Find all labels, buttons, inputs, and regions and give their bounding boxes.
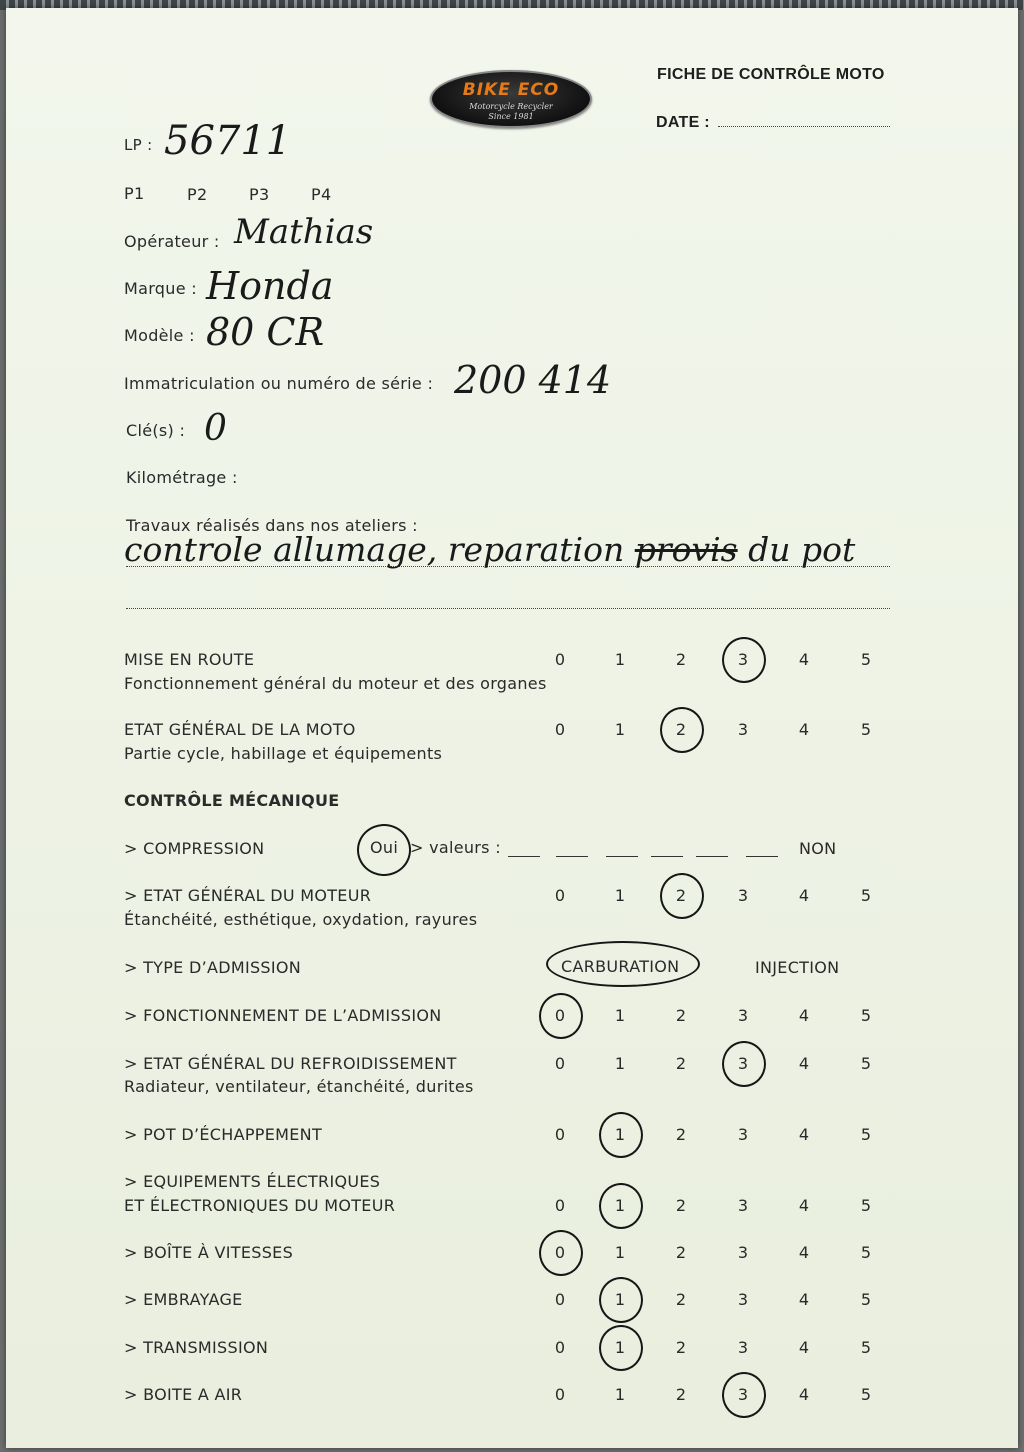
rating-general-1-option-4[interactable]: 4 bbox=[798, 720, 810, 739]
admission-type-label: > TYPE D’ADMISSION bbox=[124, 958, 302, 977]
keys-label: Clé(s) : bbox=[126, 421, 186, 440]
rating-exhaust-selected-circle bbox=[599, 1112, 643, 1158]
compression-values-label: > valeurs : bbox=[410, 838, 501, 857]
rating-general-0-option-5[interactable]: 5 bbox=[860, 650, 872, 669]
general-title-1: ETAT GÉNÉRAL DE LA MOTO bbox=[124, 720, 356, 739]
compression-no-option[interactable]: NON bbox=[799, 839, 837, 858]
rating-airbox-option-4[interactable]: 4 bbox=[798, 1385, 810, 1404]
rating-admission-function-option-5[interactable]: 5 bbox=[860, 1006, 872, 1025]
rating-transmission-option-2[interactable]: 2 bbox=[675, 1338, 687, 1357]
rating-general-0-option-3[interactable]: 3 bbox=[737, 650, 749, 669]
admission-carburation-option[interactable]: CARBURATION bbox=[561, 957, 680, 976]
logo-subtitle: Motorcycle Recycler bbox=[469, 102, 553, 111]
item-title-2: > ETAT GÉNÉRAL DU REFROIDISSEMENT bbox=[124, 1054, 457, 1073]
item-title-0: > ETAT GÉNÉRAL DU MOTEUR bbox=[124, 886, 372, 905]
carburation-circle bbox=[546, 941, 700, 987]
rating-cooling-state-option-2[interactable]: 2 bbox=[675, 1054, 687, 1073]
rating-cooling-state-option-0[interactable]: 0 bbox=[554, 1054, 566, 1073]
compression-value-blank-1[interactable] bbox=[508, 856, 540, 857]
rating-clutch-selected-circle bbox=[599, 1277, 643, 1323]
rating-cooling-state-selected-circle bbox=[722, 1041, 766, 1087]
rating-airbox-option-0[interactable]: 0 bbox=[554, 1385, 566, 1404]
item-subtitle-0: Étanchéité, esthétique, oxydation, rayures bbox=[124, 910, 478, 929]
rating-gearbox-option-2[interactable]: 2 bbox=[675, 1243, 687, 1262]
rating-clutch-option-0[interactable]: 0 bbox=[554, 1290, 566, 1309]
rating-general-0-option-4[interactable]: 4 bbox=[798, 650, 810, 669]
rating-engine-state-option-1[interactable]: 1 bbox=[614, 886, 626, 905]
rating-transmission-selected-circle bbox=[599, 1325, 643, 1371]
rating-transmission-option-3[interactable]: 3 bbox=[737, 1338, 749, 1357]
rating-electrical-selected-circle bbox=[599, 1183, 643, 1229]
rating-clutch-option-5[interactable]: 5 bbox=[860, 1290, 872, 1309]
logo-since: Since 1981 bbox=[488, 112, 534, 121]
rating-clutch-option-4[interactable]: 4 bbox=[798, 1290, 810, 1309]
rating-general-1-option-5[interactable]: 5 bbox=[860, 720, 872, 739]
rating-engine-state-option-2[interactable]: 2 bbox=[675, 886, 687, 905]
general-title-0: MISE EN ROUTE bbox=[124, 650, 255, 669]
operator-value: Mathias bbox=[234, 212, 374, 252]
item-title-8: > BOITE A AIR bbox=[124, 1385, 243, 1404]
rating-exhaust-option-1[interactable]: 1 bbox=[614, 1125, 626, 1144]
mileage-label: Kilométrage : bbox=[126, 468, 238, 487]
model-value: 80 CR bbox=[206, 310, 325, 354]
rating-general-1-option-3[interactable]: 3 bbox=[737, 720, 749, 739]
rating-electrical-option-3[interactable]: 3 bbox=[737, 1196, 749, 1215]
item-subtitle-2: Radiateur, ventilateur, étanchéité, durites bbox=[124, 1077, 474, 1096]
rating-exhaust-option-4[interactable]: 4 bbox=[798, 1125, 810, 1144]
rating-engine-state-option-0[interactable]: 0 bbox=[554, 886, 566, 905]
rating-admission-function-option-0[interactable]: 0 bbox=[554, 1006, 566, 1025]
rating-cooling-state-option-4[interactable]: 4 bbox=[798, 1054, 810, 1073]
rating-electrical-option-2[interactable]: 2 bbox=[675, 1196, 687, 1215]
compression-value-blank-6[interactable] bbox=[746, 856, 778, 857]
rating-admission-function-option-1[interactable]: 1 bbox=[614, 1006, 626, 1025]
rating-general-0-selected-circle bbox=[722, 637, 766, 683]
rating-gearbox-selected-circle bbox=[539, 1230, 583, 1276]
compression-value-blank-2[interactable] bbox=[556, 856, 588, 857]
general-subtitle-0: Fonctionnement général du moteur et des organes bbox=[124, 674, 547, 693]
rating-transmission-option-0[interactable]: 0 bbox=[554, 1338, 566, 1357]
rating-airbox-option-3[interactable]: 3 bbox=[737, 1385, 749, 1404]
rating-airbox-option-1[interactable]: 1 bbox=[614, 1385, 626, 1404]
rating-airbox-selected-circle bbox=[722, 1372, 766, 1418]
rating-gearbox-option-4[interactable]: 4 bbox=[798, 1243, 810, 1262]
rating-transmission-option-1[interactable]: 1 bbox=[614, 1338, 626, 1357]
rating-gearbox-option-1[interactable]: 1 bbox=[614, 1243, 626, 1262]
brand-label: Marque : bbox=[124, 279, 197, 298]
rating-engine-state-option-4[interactable]: 4 bbox=[798, 886, 810, 905]
rating-clutch-option-3[interactable]: 3 bbox=[737, 1290, 749, 1309]
rating-clutch-option-1[interactable]: 1 bbox=[614, 1290, 626, 1309]
works-text-main: controle allumage, reparation bbox=[124, 530, 625, 569]
rating-electrical-option-4[interactable]: 4 bbox=[798, 1196, 810, 1215]
lp-label: LP : bbox=[124, 136, 153, 154]
rating-clutch-option-2[interactable]: 2 bbox=[675, 1290, 687, 1309]
position-p3[interactable]: P3 bbox=[249, 185, 270, 204]
rating-general-1-option-1[interactable]: 1 bbox=[614, 720, 626, 739]
item-title-7: > TRANSMISSION bbox=[124, 1338, 269, 1357]
rating-cooling-state-option-1[interactable]: 1 bbox=[614, 1054, 626, 1073]
general-subtitle-1: Partie cycle, habillage et équipements bbox=[124, 744, 443, 763]
rating-exhaust-option-5[interactable]: 5 bbox=[860, 1125, 872, 1144]
item-subtitle-4: ET ÉLECTRONIQUES DU MOTEUR bbox=[124, 1196, 396, 1215]
rating-admission-function-option-2[interactable]: 2 bbox=[675, 1006, 687, 1025]
rating-electrical-option-5[interactable]: 5 bbox=[860, 1196, 872, 1215]
rating-gearbox-option-0[interactable]: 0 bbox=[554, 1243, 566, 1262]
serial-value: 200 414 bbox=[454, 358, 612, 402]
brand-value: Honda bbox=[206, 264, 334, 308]
rating-exhaust-option-3[interactable]: 3 bbox=[737, 1125, 749, 1144]
model-label: Modèle : bbox=[124, 326, 195, 345]
rating-gearbox-option-5[interactable]: 5 bbox=[860, 1243, 872, 1262]
rating-exhaust-option-2[interactable]: 2 bbox=[675, 1125, 687, 1144]
works-text bbox=[124, 530, 855, 569]
serial-label: Immatriculation ou numéro de série : bbox=[124, 374, 434, 393]
item-title-6: > EMBRAYAGE bbox=[124, 1290, 243, 1309]
bike-eco-logo bbox=[430, 70, 592, 128]
position-p4[interactable]: P4 bbox=[311, 185, 332, 204]
form-title: FICHE DE CONTRÔLE MOTO bbox=[657, 66, 885, 83]
keys-value: 0 bbox=[204, 408, 227, 449]
item-title-3: > POT D’ÉCHAPPEMENT bbox=[124, 1125, 323, 1144]
rating-engine-state-option-5[interactable]: 5 bbox=[860, 886, 872, 905]
date-label: DATE : bbox=[656, 114, 710, 131]
works-line-2[interactable] bbox=[126, 594, 890, 609]
compression-value-blank-5[interactable] bbox=[696, 856, 728, 857]
rating-general-1-selected-circle bbox=[660, 707, 704, 753]
rating-cooling-state-option-3[interactable]: 3 bbox=[737, 1054, 749, 1073]
compression-yes-circle bbox=[357, 824, 411, 876]
rating-transmission-option-4[interactable]: 4 bbox=[798, 1338, 810, 1357]
rating-admission-function-selected-circle bbox=[539, 993, 583, 1039]
rating-electrical-option-0[interactable]: 0 bbox=[554, 1196, 566, 1215]
works-text-end: du pot bbox=[748, 530, 856, 569]
rating-general-0-option-1[interactable]: 1 bbox=[614, 650, 626, 669]
works-label: Travaux réalisés dans nos ateliers : bbox=[126, 516, 418, 535]
rating-airbox-option-2[interactable]: 2 bbox=[675, 1385, 687, 1404]
admission-injection-option[interactable]: INJECTION bbox=[755, 958, 840, 977]
rating-general-0-option-2[interactable]: 2 bbox=[675, 650, 687, 669]
mechanical-heading: CONTRÔLE MÉCANIQUE bbox=[124, 791, 340, 810]
rating-gearbox-option-3[interactable]: 3 bbox=[737, 1243, 749, 1262]
logo-title: BIKE ECO bbox=[462, 80, 560, 100]
item-title-4: > EQUIPEMENTS ÉLECTRIQUES bbox=[124, 1172, 381, 1191]
works-struck-text: provis bbox=[634, 530, 738, 569]
rating-cooling-state-option-5[interactable]: 5 bbox=[860, 1054, 872, 1073]
rating-engine-state-selected-circle bbox=[660, 873, 704, 919]
rating-general-1-option-0[interactable]: 0 bbox=[554, 720, 566, 739]
rating-exhaust-option-0[interactable]: 0 bbox=[554, 1125, 566, 1144]
rating-general-1-option-2[interactable]: 2 bbox=[675, 720, 687, 739]
rating-electrical-option-1[interactable]: 1 bbox=[614, 1196, 626, 1215]
compression-yes-option[interactable]: Oui bbox=[370, 838, 399, 857]
compression-label: > COMPRESSION bbox=[124, 839, 265, 858]
rating-general-0-option-0[interactable]: 0 bbox=[554, 650, 566, 669]
rating-admission-function-option-3[interactable]: 3 bbox=[737, 1006, 749, 1025]
rating-admission-function-option-4[interactable]: 4 bbox=[798, 1006, 810, 1025]
position-p1[interactable]: P1 bbox=[124, 184, 145, 203]
compression-value-blank-4[interactable] bbox=[651, 856, 683, 857]
position-p2[interactable]: P2 bbox=[187, 185, 208, 204]
operator-label: Opérateur : bbox=[124, 232, 220, 251]
item-title-5: > BOÎTE À VITESSES bbox=[124, 1243, 294, 1262]
lp-value: 56711 bbox=[164, 118, 292, 164]
item-title-1: > FONCTIONNEMENT DE L’ADMISSION bbox=[124, 1006, 442, 1025]
compression-value-blank-3[interactable] bbox=[606, 856, 638, 857]
rating-transmission-option-5[interactable]: 5 bbox=[860, 1338, 872, 1357]
rating-engine-state-option-3[interactable]: 3 bbox=[737, 886, 749, 905]
rating-airbox-option-5[interactable]: 5 bbox=[860, 1385, 872, 1404]
date-field[interactable] bbox=[718, 112, 890, 127]
